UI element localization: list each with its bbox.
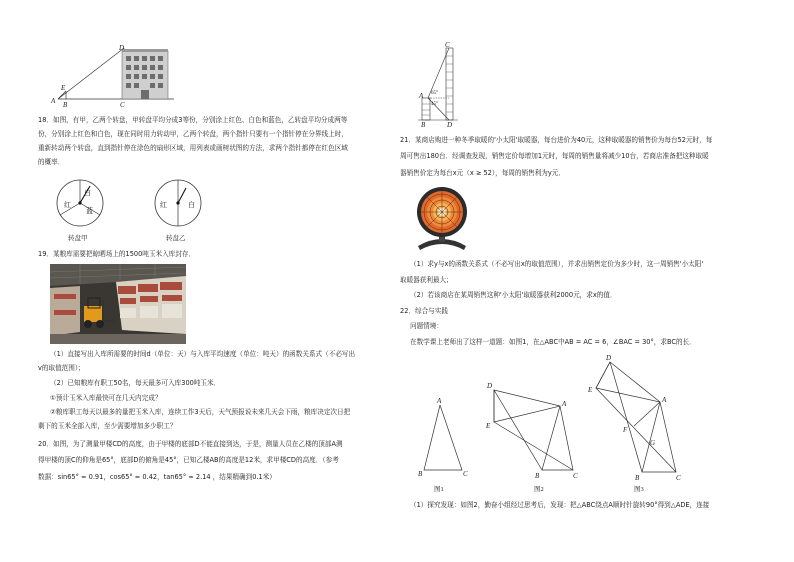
q22-scenario: 问题情境： [410,322,443,330]
label-B: B [63,101,68,108]
q21-line-1: 21．某商店购进一种冬季取暖的'小太阳'取暖器，每台进价为40元，这种取暖器的销售价为每台52元时，每 [400,136,713,144]
f3-G: G [650,439,656,447]
q21-line-2: 周可售出180台．经调查发现，销售定价每增加1元时，每周的销售量将减少10台，若商店准备把这种取暖 [400,152,709,160]
f1-C: C [463,470,468,478]
label-E: E [61,84,66,92]
label-tower-C: C [445,42,450,49]
q22-last: （1）探究发现：如图2，勤奋小组经过思考后，发现：把△ABC绕点A顺时针旋转90°得到△ADE，连接 [410,501,710,509]
f2-E: E [486,422,491,430]
f2-C: C [573,472,578,480]
f3-B: B [635,474,640,482]
f3-A: A [662,396,667,404]
q18-line-3: 重新转动两个转盘，直到指针停在涂色的扇形区域，用列表或画树状图的方法，求两个指针都停在红色区域 [38,144,348,152]
label-D: D [119,44,125,52]
q22-intro: 在数学课上老师出了这样一道题：如图1，在△ABC中AB = AC = 6，∠BAC = 30°，求BC的长． [410,338,696,346]
f2-A: A [562,400,567,408]
q19-line-4: ①预计玉米入库最快可在几天内完成？ [50,394,162,402]
q19-line-2: v的取值范围）； [38,364,85,372]
q21-sub-2: 取暖器获利最大； [400,276,453,284]
f3-D: D [606,354,612,362]
f1-B: B [418,470,423,478]
q20-line-2: 得甲楼的顶C的仰角是65°，底部D的俯角是45°，已知乙楼AB的高度是12米，求甲楼CD的高度．（参考 [38,456,339,464]
yi-red: 红 [160,201,167,209]
geometry-figures [410,350,710,496]
q21-sub-1: （1）求y与x的函数关系式（不必写出x的取值范围），并求出销售定价为多少时，这一周销售'小太阳' [410,260,704,268]
jia-blue: 蓝 [86,207,93,215]
tower-figure [412,42,462,128]
heater-photo [408,184,476,252]
q19-line-5: ②粮库职工每天以最多的量把玉米入库，连续工作3天后，天气预报说未来几天会下雨，粮库决定次日把 [50,408,351,416]
caption-fig3: 图3 [634,486,644,493]
warehouse-photo [50,264,186,344]
angle-65: 65° [431,91,438,96]
q19-title: 19．某粮库需要把晾晒场上的1500吨玉米入库封存． [38,250,196,258]
jia-white: 白 [84,189,91,197]
f1-A: A [437,397,442,405]
label-tower-D: D [447,121,453,128]
q20-line-3: 数据：sin65° ≈ 0.91，cos65° ≈ 0.42，tan65° ≈ 2.14 ，结果精确到0.1米） [38,473,276,481]
label-A: A [51,97,56,105]
caption-fig1: 图1 [434,486,444,493]
q18-line-1: 18．如图，有甲，乙两个转盘，甲转盘平均分成3等份，分别涂上红色、白色和蓝色，乙转盘平均分成两等 [38,116,348,124]
spinner-jia [50,173,110,243]
jia-caption: 转盘甲 [68,235,88,242]
q18-line-2: 份，分别涂上红色和白色，现在同时用力转动甲，乙两个转盘，两个指针只要有一个指针停在分界线上时， [38,130,348,138]
q21-sub-3: （2）若该商店在某周销售这种'小太阳'取暖器获利2000元，求x的值． [410,291,617,299]
yi-caption: 转盘乙 [166,235,186,242]
q21-line-3: 器销售价定为每台x元（x ≥ 52），每周的销售利为y元． [400,169,565,177]
yi-white: 白 [188,201,195,209]
f2-B: B [535,472,540,480]
label-tower-B: B [421,121,426,128]
angle-45: 45° [431,102,438,107]
spinner-yi [148,173,208,243]
label-C: C [120,101,125,108]
q18-line-4: 的概率． [38,158,65,166]
q19-line-1: （1）直接写出入库所需要的时间d（单位：天）与入库平均速度（单位：吨天）的函数关系式（不必写出 [50,350,356,358]
f2-D: D [487,382,493,390]
q19-line-6: 剩下的玉米全部入库，至少需要增加多少职工？ [38,422,177,430]
caption-fig2: 图2 [534,486,544,493]
top-building-figure [50,44,180,108]
q20-line-1: 20．如图，为了测量甲楼CD的高度，由于甲楼的底部D不能直接到达，于是，测量人员在乙楼的顶部A测 [38,440,343,448]
f3-C: C [676,474,681,482]
jia-red: 红 [64,201,71,209]
f3-E: E [588,386,593,394]
label-tower-A: A [419,92,424,100]
f3-F: F [623,426,628,434]
q22-title: 22．综合与实践 [400,307,448,315]
q19-line-3: （2）已知粮库有职工50名，每天最多可入库300吨玉米． [50,379,221,387]
